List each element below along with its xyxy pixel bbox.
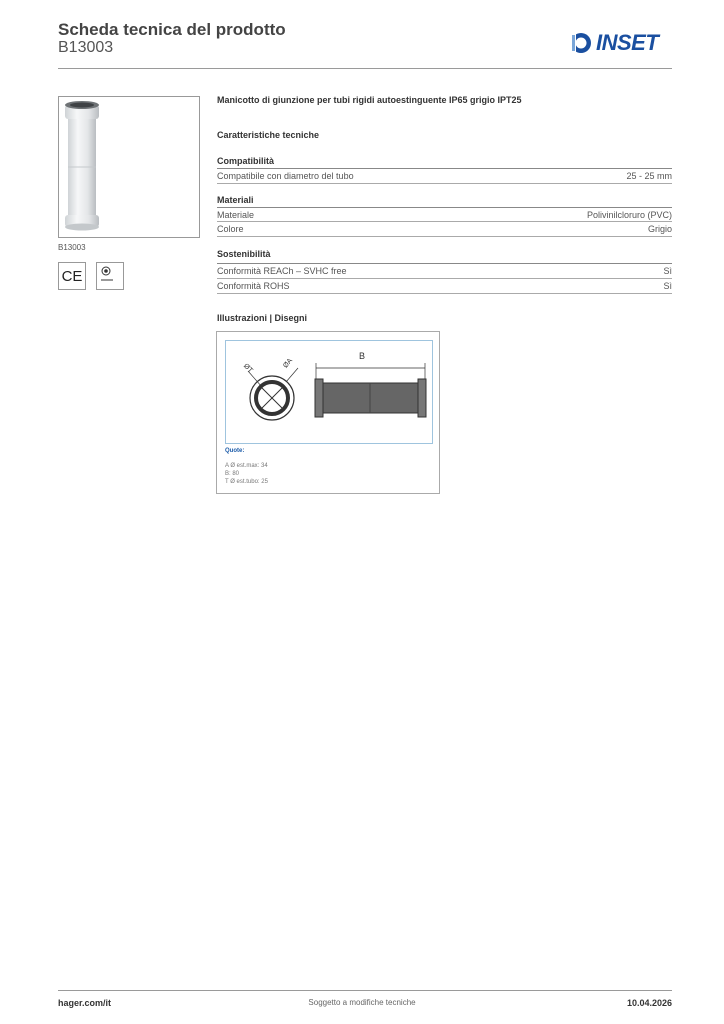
dim-label-t: ØT bbox=[241, 362, 254, 375]
dim-label-a: ØA bbox=[282, 357, 294, 370]
specs-title: Caratteristiche tecniche bbox=[217, 130, 320, 140]
illustrations-title: Illustrazioni | Disegni bbox=[217, 313, 308, 323]
divider bbox=[217, 236, 672, 237]
group-compatibility: Compatibilità bbox=[217, 156, 275, 166]
coupling-drawing-icon bbox=[226, 341, 432, 443]
footer-site-link[interactable]: hager.com/it bbox=[58, 998, 112, 1008]
spec-value: Polivinilcloruro (PVC) bbox=[586, 210, 672, 220]
photo-caption: B13003 bbox=[58, 243, 86, 252]
product-description: Manicotto di giunzione per tubi rigidi autoestinguente IP65 grigio IPT25 bbox=[217, 95, 522, 105]
ce-mark-icon: CE bbox=[58, 262, 86, 290]
inset-logo-icon bbox=[570, 32, 594, 54]
group-materials: Materiali bbox=[217, 195, 254, 205]
spec-value: Sì bbox=[663, 266, 672, 276]
quote-line: B: 80 bbox=[225, 471, 240, 477]
spec-row bbox=[217, 222, 672, 236]
header-divider bbox=[58, 68, 672, 69]
spec-label: Conformità ROHS bbox=[217, 281, 290, 291]
group-sustainability: Sostenibilità bbox=[217, 249, 271, 259]
spec-label: Conformità REACh – SVHC free bbox=[217, 266, 347, 276]
divider bbox=[217, 183, 672, 184]
divider bbox=[217, 293, 672, 294]
spec-row bbox=[217, 264, 672, 278]
spec-row bbox=[217, 169, 672, 183]
page-title: Scheda tecnica del prodotto bbox=[58, 20, 286, 39]
quote-line: A Ø est.max: 34 bbox=[225, 463, 268, 469]
quote-title: Quote: bbox=[225, 448, 245, 454]
spec-label: Materiale bbox=[217, 210, 255, 220]
footer-divider bbox=[58, 990, 672, 991]
spec-value: Grigio bbox=[647, 224, 672, 234]
drawing-frame bbox=[225, 340, 433, 444]
spec-value: 25 - 25 mm bbox=[626, 171, 672, 181]
coupling-photo-icon bbox=[59, 97, 199, 237]
spec-label: Compatibile con diametro del tubo bbox=[217, 171, 354, 181]
technical-drawing bbox=[216, 331, 440, 494]
logo-text: INSET bbox=[596, 30, 659, 55]
spec-row bbox=[217, 279, 672, 293]
spec-value: Sì bbox=[663, 281, 672, 291]
footer-note: Soggetto a modifiche tecniche bbox=[308, 998, 416, 1007]
brand-logo bbox=[570, 30, 674, 56]
product-code: B13003 bbox=[58, 39, 114, 56]
certification-badge-icon bbox=[96, 262, 124, 290]
spec-row bbox=[217, 208, 672, 222]
dim-label-b: B bbox=[359, 351, 366, 361]
quote-line: T Ø est.tubo: 25 bbox=[225, 479, 268, 485]
footer-date: 10.04.2026 bbox=[626, 998, 672, 1008]
product-photo bbox=[58, 96, 200, 238]
spec-label: Colore bbox=[217, 224, 244, 234]
